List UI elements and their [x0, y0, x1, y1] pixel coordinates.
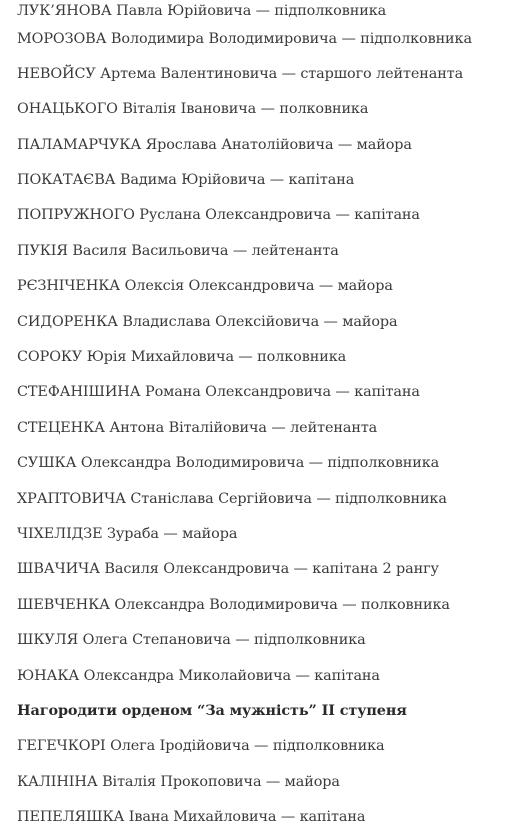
- list-item: ПЕПЕЛЯШКА Івана Михайловича — капітана: [17, 809, 366, 826]
- list-item: ГЕГЕЧКОРІ Олега Іродійовича — підполковника: [17, 738, 385, 755]
- list-item: ЮНАКА Олександра Миколайовича — капітана: [17, 667, 380, 684]
- list-item: СИДОРЕНКА Владислава Олексійовича — майора: [17, 313, 398, 330]
- list-item: ХРАПТОВИЧА Станіслава Сергійовича — підполковника: [17, 490, 447, 507]
- list-item: ШКУЛЯ Олега Степановича — підполковника: [17, 632, 366, 649]
- list-item: ПУКІЯ Василя Васильовича — лейтенанта: [17, 242, 339, 259]
- list-item: ПАЛАМАРЧУКА Ярослава Анатолійовича — майора: [17, 136, 412, 153]
- list-item: МОРОЗОВА Володимира Володимировича — підполковника: [17, 30, 472, 47]
- list-item: ШЕВЧЕНКА Олександра Володимировича — полковника: [17, 596, 450, 613]
- list-item: ОНАЦЬКОГО Віталія Івановича — полковника: [17, 101, 369, 118]
- list-item: СОРОКУ Юрія Михайловича — полковника: [17, 349, 347, 366]
- list-item: НЕВОЙСУ Артема Валентиновича — старшого лейтенанта: [17, 65, 464, 82]
- list-item: ШВАЧИЧА Василя Олександровича — капітана 2 рангу: [17, 561, 439, 578]
- list-item: ПОПРУЖНОГО Руслана Олександровича — капітана: [17, 207, 420, 224]
- list-item: ЛУК’ЯНОВА Павла Юрійовича — підполковника: [17, 3, 387, 19]
- list-item: СТЕФАНІШИНА Романа Олександровича — капітана: [17, 384, 420, 401]
- list-item: ПОКАТАЄВА Вадима Юрійовича — капітана: [17, 172, 355, 189]
- list-item: СТЕЦЕНКА Антона Віталійовича — лейтенанта: [17, 419, 378, 436]
- list-item: ЧІХЕЛІДЗЕ Зураба — майора: [17, 525, 238, 542]
- section-heading: Нагородити орденом “За мужність” ІІ ступеня: [17, 701, 407, 719]
- list-item: СУШКА Олександра Володимировича — підполковника: [17, 455, 440, 472]
- list-item: РЄЗНІЧЕНКА Олексія Олександровича — майора: [17, 278, 393, 295]
- list-item: КАЛІНІНА Віталія Прокоповича — майора: [17, 773, 340, 790]
- award-decree-text: [17, 0, 522, 839]
